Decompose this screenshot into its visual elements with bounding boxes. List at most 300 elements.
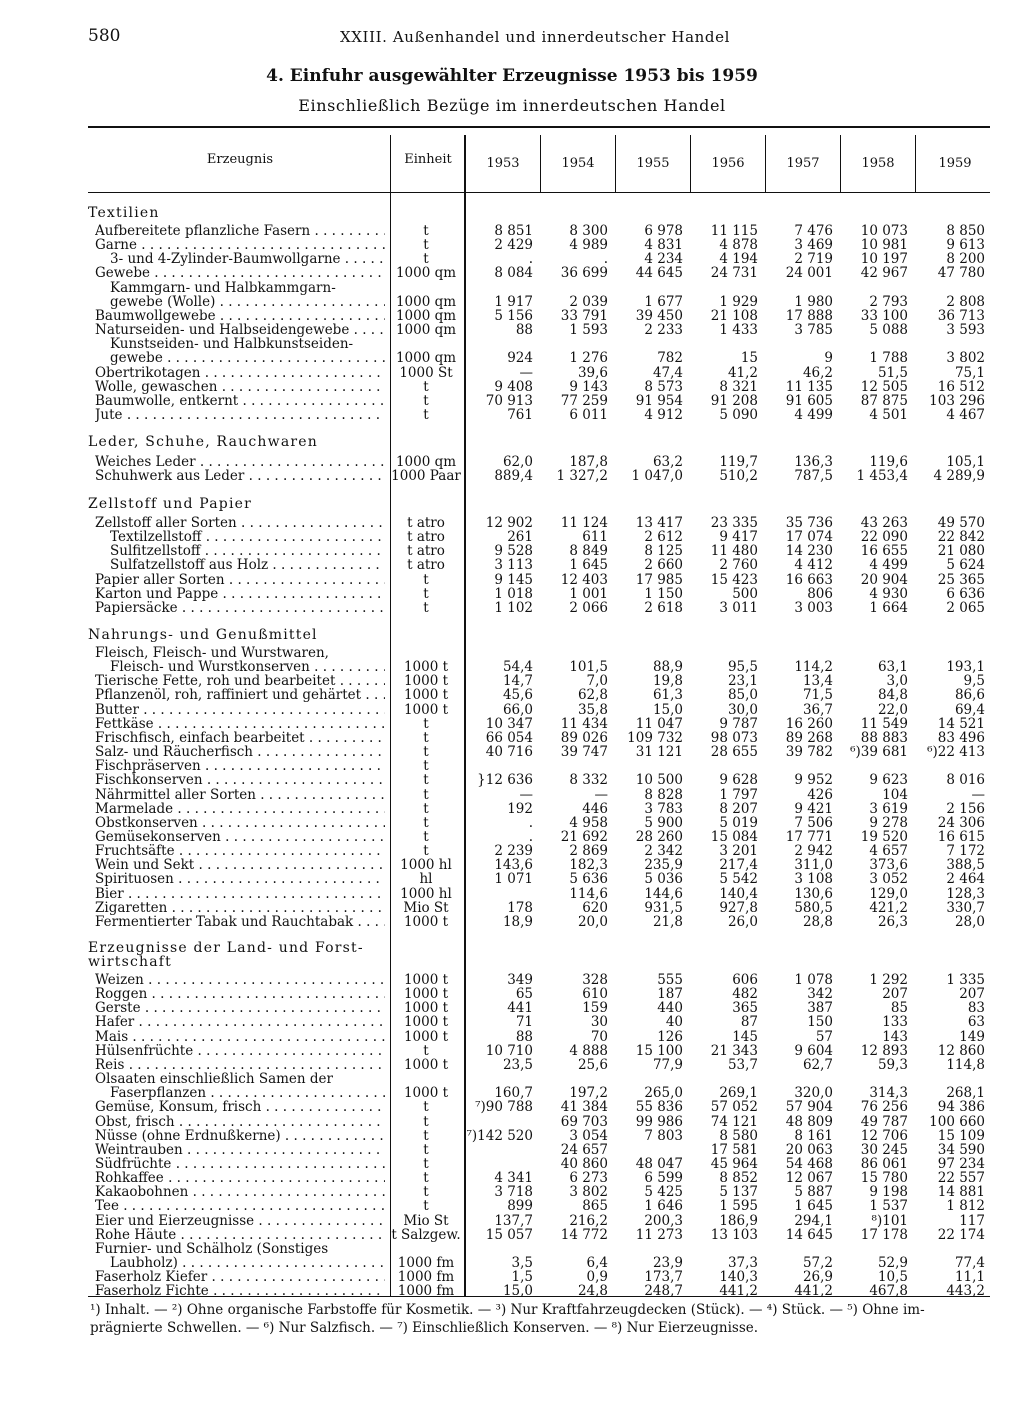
- row-label-text: Südfrüchte: [95, 1157, 172, 1171]
- value-cell: 2 942: [794, 843, 833, 859]
- value-cell: 10 197: [860, 251, 908, 267]
- value-cell: 7 476: [794, 223, 833, 239]
- row-label-text: Fischkonserven: [95, 773, 203, 787]
- value-cell: 63,2: [652, 454, 683, 470]
- value-cell: 927,8: [719, 900, 758, 916]
- value-cell: 65: [515, 986, 533, 1002]
- unit-cell: 1000 fm: [397, 1255, 455, 1271]
- value-cell: 889,4: [494, 468, 533, 484]
- value-cell: 17 888: [785, 308, 833, 324]
- value-cell: 57 052: [710, 1099, 758, 1115]
- value-cell: 620: [582, 900, 608, 916]
- value-cell: 104: [882, 787, 908, 803]
- value-cell: 39 450: [635, 308, 683, 324]
- value-cell: 97 234: [937, 1156, 985, 1172]
- row-label-text: gewebe: [110, 351, 163, 365]
- value-cell: 49 570: [937, 515, 985, 531]
- row-label-text: Obstkonserven: [95, 816, 198, 830]
- value-cell: 16 512: [937, 379, 985, 395]
- value-cell: 36 699: [560, 265, 608, 281]
- value-cell: 6 273: [569, 1170, 608, 1186]
- value-cell: 197,2: [569, 1085, 608, 1101]
- value-cell: 11 115: [710, 223, 758, 239]
- value-cell: 4 412: [794, 557, 833, 573]
- value-cell: 49 787: [860, 1114, 908, 1130]
- value-cell: 17 074: [785, 529, 833, 545]
- row-label-text: Reis: [95, 1058, 125, 1072]
- unit-cell: 1000 t: [403, 702, 449, 718]
- row-label-text: Mais: [95, 1030, 129, 1044]
- unit-cell: t atro: [407, 557, 445, 573]
- value-cell: 3 108: [794, 871, 833, 887]
- value-cell: 22 174: [937, 1227, 985, 1243]
- value-cell: 4 499: [869, 557, 908, 573]
- value-cell: 761: [507, 407, 533, 423]
- row-label: [95, 1100, 385, 1114]
- value-cell: 5 425: [644, 1184, 683, 1200]
- value-cell: 12 860: [937, 1043, 985, 1059]
- value-cell: 98 073: [710, 730, 758, 746]
- value-cell: 1,5: [511, 1269, 533, 1285]
- row-label-text: Faserholz Fichte: [95, 1284, 209, 1298]
- column-header: 1953: [486, 156, 520, 171]
- value-cell: 11,1: [954, 1269, 985, 1285]
- value-cell: 2 660: [644, 557, 683, 573]
- value-cell: 426: [807, 787, 833, 803]
- value-cell: 1 537: [869, 1198, 908, 1214]
- unit-cell: 1000 qm: [395, 308, 457, 324]
- unit-cell: 1000 t: [403, 972, 449, 988]
- value-cell: 193,1: [946, 659, 985, 675]
- value-cell: 11 480: [710, 543, 758, 559]
- value-cell: 3 054: [569, 1128, 608, 1144]
- row-label-text: Fleisch, Fleisch- und Wurstwaren,: [95, 646, 329, 660]
- column-divider: [540, 135, 541, 192]
- unit-cell: 1000 fm: [397, 1283, 455, 1299]
- row-label: [110, 252, 385, 266]
- row-label-text: Papiersäcke: [95, 601, 178, 615]
- unit-cell: t: [423, 1170, 429, 1186]
- value-cell: ⁶)39 681: [850, 744, 908, 760]
- unit-cell: 1000 t: [403, 986, 449, 1002]
- value-cell: 10 347: [485, 716, 533, 732]
- unit-cell: t Salzgew.: [391, 1227, 461, 1243]
- unit-cell: t: [423, 815, 429, 831]
- value-cell: 3 718: [494, 1184, 533, 1200]
- value-cell: 9 198: [869, 1184, 908, 1200]
- value-cell: 47,4: [652, 365, 683, 381]
- row-label: [95, 1143, 385, 1157]
- row-label-text: Spirituosen: [95, 872, 174, 886]
- value-cell: 9 278: [869, 815, 908, 831]
- value-cell: 11 549: [860, 716, 908, 732]
- value-cell: 54,4: [502, 659, 533, 675]
- row-label-text: Wein und Sekt: [95, 858, 195, 872]
- value-cell: 39 747: [560, 744, 608, 760]
- value-cell: 129,0: [869, 886, 908, 902]
- value-cell: 26,0: [727, 914, 758, 930]
- value-cell: 89 268: [785, 730, 833, 746]
- value-cell: 26,9: [802, 1269, 833, 1285]
- row-label-text: Furnier- und Schälholz (Sonstiges: [95, 1242, 329, 1256]
- row-label: [95, 1214, 385, 1228]
- value-cell: 15 780: [860, 1170, 908, 1186]
- row-label: [95, 858, 385, 872]
- value-cell: 342: [807, 986, 833, 1002]
- value-cell: 1 150: [644, 586, 683, 602]
- row-label: [95, 816, 385, 830]
- row-label-text: 3- und 4-Zylinder-Baumwollgarne: [110, 252, 341, 266]
- section-title: Nahrungs- und Genußmittel: [88, 627, 318, 643]
- value-cell: 59,3: [877, 1057, 908, 1073]
- unit-cell: t: [423, 758, 429, 774]
- value-cell: 441,2: [719, 1283, 758, 1299]
- value-cell: 610: [582, 986, 608, 1002]
- row-label-text: Kammgarn- und Halbkammgarn-: [110, 281, 336, 295]
- unit-cell: 1000 qm: [395, 294, 457, 310]
- unit-cell: 1000 t: [403, 659, 449, 675]
- value-cell: 28,8: [802, 914, 833, 930]
- row-label-text: Tierische Fette, roh und bearbeitet: [95, 674, 336, 688]
- value-cell: 782: [657, 350, 683, 366]
- value-cell: 53,7: [727, 1057, 758, 1073]
- value-cell: 6,4: [586, 1255, 608, 1271]
- unit-cell: t: [423, 600, 429, 616]
- value-cell: 14 230: [785, 543, 833, 559]
- row-label: [95, 872, 385, 886]
- value-cell: ⁸)101: [871, 1213, 908, 1229]
- value-cell: 9 421: [794, 801, 833, 817]
- value-cell: 88 883: [860, 730, 908, 746]
- value-cell: 91 605: [785, 393, 833, 409]
- footnote-line: ¹) Inhalt. — ²) Ohne organische Farbstoffe für Kosmetik. — ³) Nur Kraftfahrzeugdecken (Stück). — ⁴) Stück. — ⁵) Ohne im-: [90, 1302, 925, 1318]
- row-label: [95, 238, 385, 252]
- value-cell: 23,1: [727, 673, 758, 689]
- row-label-text: Kakaobohnen: [95, 1185, 189, 1199]
- value-cell: 61,3: [652, 687, 683, 703]
- row-label-text: Aufbereitete pflanzliche Fasern: [95, 224, 311, 238]
- unit-cell: t: [423, 251, 429, 267]
- row-label-text: Eier und Eierzeugnisse: [95, 1214, 255, 1228]
- value-cell: 5 156: [494, 308, 533, 324]
- value-cell: 3 802: [569, 1184, 608, 1200]
- value-cell: —: [594, 787, 608, 803]
- row-label: [95, 717, 385, 731]
- row-label: [95, 224, 385, 238]
- value-cell: 130,6: [794, 886, 833, 902]
- value-cell: 62,8: [577, 687, 608, 703]
- row-label-text: Kunstseiden- und Halbkunstseiden-: [110, 337, 354, 351]
- column-divider: [615, 135, 616, 192]
- value-cell: 35 736: [785, 515, 833, 531]
- value-cell: 30,0: [727, 702, 758, 718]
- value-cell: 19 520: [860, 829, 908, 845]
- value-cell: 1 917: [494, 294, 533, 310]
- value-cell: 6 978: [644, 223, 683, 239]
- value-cell: 5 624: [946, 557, 985, 573]
- value-cell: 41 384: [560, 1099, 608, 1115]
- value-cell: 5 036: [644, 871, 683, 887]
- value-cell: 88,9: [652, 659, 683, 675]
- row-label-text: Gemüse, Konsum, frisch: [95, 1100, 262, 1114]
- value-cell: 35,8: [577, 702, 608, 718]
- value-cell: 119,7: [719, 454, 758, 470]
- row-label: [95, 731, 385, 745]
- value-cell: 57 904: [785, 1099, 833, 1115]
- column-header: 1954: [561, 156, 595, 171]
- value-cell: 77 259: [560, 393, 608, 409]
- row-label-text: Fettkäse: [95, 717, 154, 731]
- value-cell: 63,1: [877, 659, 908, 675]
- value-cell: 1 102: [494, 600, 533, 616]
- value-cell: 16 260: [785, 716, 833, 732]
- unit-cell: t: [423, 572, 429, 588]
- value-cell: 137,7: [494, 1213, 533, 1229]
- value-cell: 24 001: [785, 265, 833, 281]
- row-label: [110, 1256, 385, 1270]
- value-cell: 28 260: [635, 829, 683, 845]
- row-label-text: Hafer: [95, 1015, 135, 1029]
- value-cell: 15,0: [652, 702, 683, 718]
- table-title: 4. Einfuhr ausgewählter Erzeugnisse 1953 bis 1959: [266, 66, 758, 86]
- value-cell: 20 904: [860, 572, 908, 588]
- value-cell: 187: [657, 986, 683, 1002]
- value-cell: 159: [582, 1000, 608, 1016]
- value-cell: 5 090: [719, 407, 758, 423]
- value-cell: 46,2: [802, 365, 833, 381]
- value-cell: 37,3: [727, 1255, 758, 1271]
- section-title: Leder, Schuhe, Rauchwaren: [88, 434, 318, 450]
- row-label-text: Sulfatzellstoff aus Holz: [110, 558, 269, 572]
- row-label-text: Obst, frisch: [95, 1115, 175, 1129]
- unit-cell: 1000 hl: [400, 857, 452, 873]
- row-label-text: Gemüsekonserven: [95, 830, 221, 844]
- row-label-text: Papier aller Sorten: [95, 573, 225, 587]
- row-label: [95, 1044, 385, 1058]
- column-header: 1959: [938, 156, 972, 171]
- row-label: [95, 455, 385, 469]
- value-cell: 7 172: [946, 843, 985, 859]
- value-cell: 40: [665, 1014, 683, 1030]
- value-cell: 186,9: [719, 1213, 758, 1229]
- unit-cell: t: [423, 1114, 429, 1130]
- value-cell: 12 403: [560, 572, 608, 588]
- value-cell: 52,9: [877, 1255, 908, 1271]
- value-cell: 2 233: [644, 322, 683, 338]
- unit-cell: 1000 qm: [395, 454, 457, 470]
- value-cell: 8 200: [946, 251, 985, 267]
- row-label: [95, 674, 385, 688]
- value-cell: 84,8: [877, 687, 908, 703]
- row-label-text: Laubholz): [110, 1256, 178, 1270]
- row-label-text: gewebe (Wolle): [110, 295, 216, 309]
- value-cell: 6 011: [569, 407, 608, 423]
- row-label-text: Rohe Häute: [95, 1228, 177, 1242]
- value-cell: 136,3: [794, 454, 833, 470]
- value-cell: 10 500: [635, 772, 683, 788]
- value-cell: 22 557: [937, 1170, 985, 1186]
- value-cell: 5 542: [719, 871, 758, 887]
- row-label-text: Fleisch- und Wurstkonserven: [110, 660, 310, 674]
- value-cell: 9 145: [494, 572, 533, 588]
- value-cell: 25,6: [577, 1057, 608, 1073]
- value-cell: 109 732: [627, 730, 683, 746]
- row-label-text: Zigaretten: [95, 901, 168, 915]
- row-label-text: Ölsaaten einschließlich Samen der: [95, 1072, 333, 1086]
- value-cell: 1 292: [869, 972, 908, 988]
- value-cell: 51,5: [877, 365, 908, 381]
- unit-cell: t: [423, 1099, 429, 1115]
- value-cell: 33 791: [560, 308, 608, 324]
- unit-cell: t: [423, 223, 429, 239]
- value-cell: 3,5: [511, 1255, 533, 1271]
- value-cell: 2 869: [569, 843, 608, 859]
- value-cell: 145: [732, 1029, 758, 1045]
- value-cell: 143,6: [494, 857, 533, 873]
- value-cell: 2 342: [644, 843, 683, 859]
- row-label: [95, 1270, 385, 1284]
- value-cell: 4 888: [569, 1043, 608, 1059]
- value-cell: 89 026: [560, 730, 608, 746]
- value-cell: 314,3: [869, 1085, 908, 1101]
- value-cell: 5 900: [644, 815, 683, 831]
- value-cell: 16 655: [860, 543, 908, 559]
- row-label: [95, 601, 385, 615]
- unit-cell: t: [423, 379, 429, 395]
- value-cell: 88: [515, 1029, 533, 1045]
- value-cell: 25 365: [937, 572, 985, 588]
- value-cell: 15: [740, 350, 758, 366]
- unit-cell: t: [423, 829, 429, 845]
- value-cell: 8 849: [569, 543, 608, 559]
- unit-cell: 1000 t: [403, 1029, 449, 1045]
- value-cell: 5 088: [869, 322, 908, 338]
- unit-cell: 1000 fm: [397, 1269, 455, 1285]
- value-cell: 8 207: [719, 801, 758, 817]
- row-label-text: Hülsenfrüchte: [95, 1044, 194, 1058]
- value-cell: 1 664: [869, 600, 908, 616]
- value-cell: 128,3: [946, 886, 985, 902]
- value-cell: 21 343: [710, 1043, 758, 1059]
- value-cell: 10 981: [860, 237, 908, 253]
- row-label-text: Faserholz Kiefer: [95, 1270, 208, 1284]
- value-cell: 3 785: [794, 322, 833, 338]
- value-cell: 2 760: [719, 557, 758, 573]
- value-cell: 580,5: [794, 900, 833, 916]
- value-cell: 2 618: [644, 600, 683, 616]
- value-cell: 1 453,4: [856, 468, 908, 484]
- value-cell: 1 001: [569, 586, 608, 602]
- value-cell: 3 052: [869, 871, 908, 887]
- value-cell: 1 980: [794, 294, 833, 310]
- value-cell: 140,4: [719, 886, 758, 902]
- row-label-text: Textilzellstoff: [110, 530, 202, 544]
- value-cell: 3,0: [886, 673, 908, 689]
- value-cell: 865: [582, 1198, 608, 1214]
- value-cell: 105,1: [946, 454, 985, 470]
- row-label-text: Garne: [95, 238, 137, 252]
- value-cell: ⁷)142 520: [466, 1128, 533, 1144]
- row-label: [95, 1058, 385, 1072]
- row-label-text: Faserpflanzen: [110, 1086, 207, 1100]
- value-cell: 3 201: [719, 843, 758, 859]
- value-cell: 62,0: [502, 454, 533, 470]
- unit-cell: t atro: [407, 529, 445, 545]
- value-cell: 1 078: [794, 972, 833, 988]
- value-cell: 3 113: [494, 557, 533, 573]
- value-cell: 19,8: [652, 673, 683, 689]
- value-cell: 3 469: [794, 237, 833, 253]
- value-cell: 4 930: [869, 586, 908, 602]
- unit-cell: t: [423, 744, 429, 760]
- row-label-text: Weizen: [95, 973, 144, 987]
- value-cell: 66 054: [485, 730, 533, 746]
- unit-cell: 1000 t: [403, 1057, 449, 1073]
- value-cell: 14 521: [937, 716, 985, 732]
- value-cell: 22 090: [860, 529, 908, 545]
- value-cell: 22 842: [937, 529, 985, 545]
- value-cell: 3 802: [946, 350, 985, 366]
- value-cell: 15 109: [937, 1128, 985, 1144]
- value-cell: 24 306: [937, 815, 985, 831]
- row-label-text: Weiches Leder: [95, 455, 196, 469]
- value-cell: 8 850: [946, 223, 985, 239]
- value-cell: 87 875: [860, 393, 908, 409]
- value-cell: 5 636: [569, 871, 608, 887]
- row-label: [95, 323, 385, 337]
- value-cell: 10 073: [860, 223, 908, 239]
- value-cell: 114,8: [946, 1057, 985, 1073]
- unit-cell: t: [423, 1156, 429, 1172]
- value-cell: 294,1: [794, 1213, 833, 1229]
- value-cell: 8 016: [946, 772, 985, 788]
- value-cell: 787,5: [794, 468, 833, 484]
- row-label-text: Frischfisch, einfach bearbeitet: [95, 731, 305, 745]
- value-cell: 1 929: [719, 294, 758, 310]
- value-cell: 14 881: [937, 1184, 985, 1200]
- row-label: [95, 1072, 385, 1086]
- row-label-text: Marmelade: [95, 802, 174, 816]
- value-cell: 91 954: [635, 393, 683, 409]
- value-cell: 69,4: [954, 702, 985, 718]
- column-header: 1958: [861, 156, 895, 171]
- value-cell: 16 615: [937, 829, 985, 845]
- value-cell: 187,8: [569, 454, 608, 470]
- row-label: [95, 773, 385, 787]
- row-label: [95, 703, 385, 717]
- value-cell: 91 208: [710, 393, 758, 409]
- unit-cell: hl: [419, 871, 433, 887]
- value-cell: 13,4: [802, 673, 833, 689]
- row-label: [110, 281, 385, 295]
- value-cell: —: [971, 787, 985, 803]
- value-cell: 269,1: [719, 1085, 758, 1101]
- value-cell: 182,3: [569, 857, 608, 873]
- row-label: [95, 688, 385, 702]
- value-cell: 144,6: [644, 886, 683, 902]
- value-cell: 4 194: [719, 251, 758, 267]
- value-cell: 248,7: [644, 1283, 683, 1299]
- unit-cell: t: [423, 772, 429, 788]
- value-cell: 28 655: [710, 744, 758, 760]
- value-cell: 9 143: [569, 379, 608, 395]
- unit-cell: Mio St: [403, 1213, 449, 1229]
- row-label: [95, 380, 385, 394]
- column-divider: [690, 135, 691, 192]
- value-cell: 100 660: [929, 1114, 985, 1130]
- value-cell: 24 731: [710, 265, 758, 281]
- value-cell: 34 590: [937, 1142, 985, 1158]
